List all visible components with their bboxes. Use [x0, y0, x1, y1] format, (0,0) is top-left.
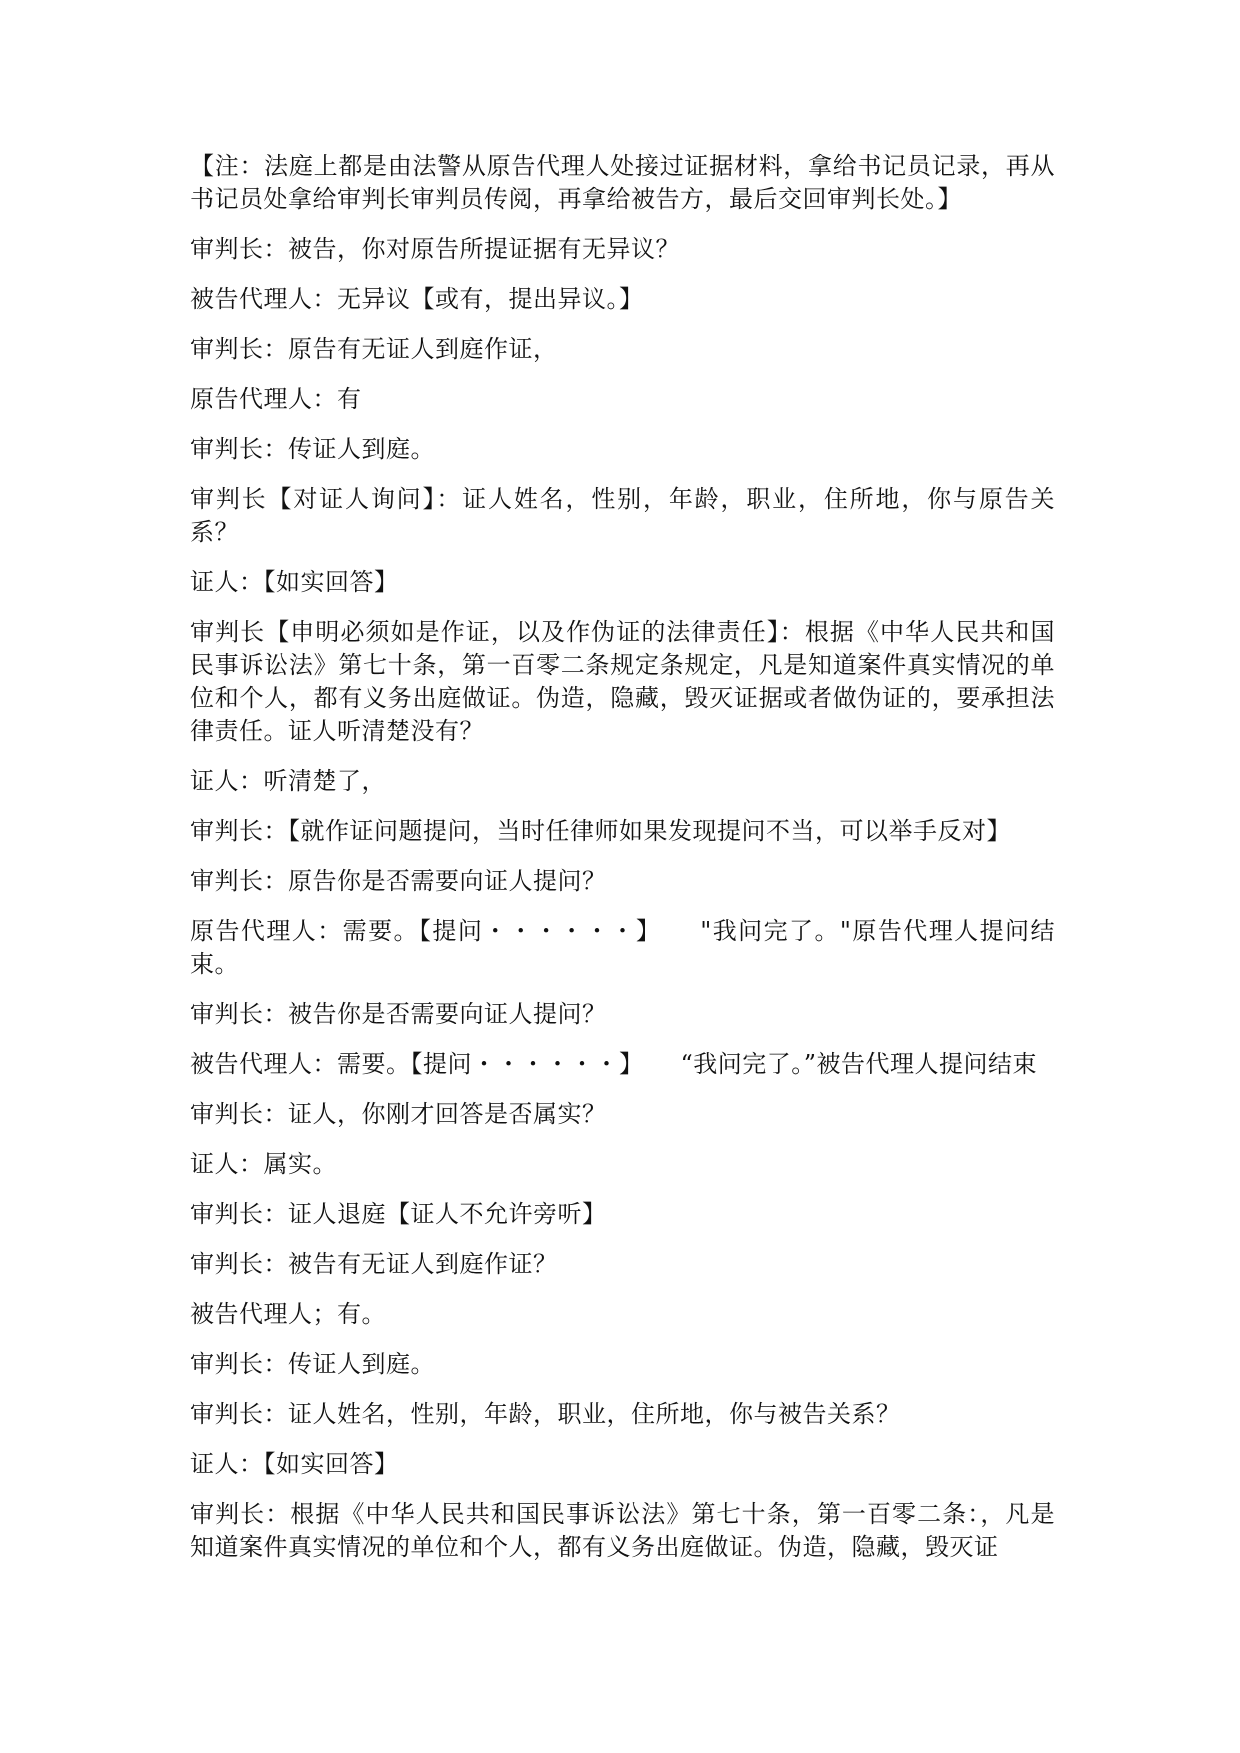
dialogue-line: 被告代理人：需要。【提问・・・・・・】 “我问完了。”被告代理人提问结束: [190, 1050, 1038, 1078]
dialogue-line: 审判长【申明必须如是作证，以及作伪证的法律责任】：根据《中华人民共和国民事诉讼法》第七十条，第一百零二条规定条规定，凡是知道案件真实情况的单位和个人，都有义务出庭做证。伪造，隐藏，毁灭证据或者做伪证的，要承担法律责任。证人听清楚没有？: [190, 618, 1055, 745]
dialogue-line: 审判长：证人，你刚才回答是否属实？: [190, 1100, 607, 1128]
dialogue-line: 审判长：【就作证问题提问，当时任律师如果发现提问不当，可以举手反对】: [190, 817, 1011, 845]
dialogue-line: 证人：属实。: [190, 1150, 337, 1178]
dialogue-line: 审判长：被告你是否需要向证人提问？: [190, 1000, 607, 1028]
dialogue-line: 审判长：证人姓名，性别，年龄，职业，住所地，你与被告关系？: [190, 1400, 901, 1428]
dialogue-line: 审判长：原告有无证人到庭作证，: [190, 335, 558, 363]
dialogue-line: 审判长：传证人到庭。: [190, 435, 435, 463]
dialogue-line: 审判长：传证人到庭。: [190, 1350, 435, 1378]
document-page: [190, 150, 1055, 1581]
dialogue-line: 审判长：被告有无证人到庭作证？: [190, 1250, 558, 1278]
dialogue-line: 审判长：被告，你对原告所提证据有无异议？: [190, 235, 680, 263]
dialogue-line: 审判长【对证人询问】：证人姓名，性别，年龄，职业，住所地，你与原告关系？: [190, 485, 1055, 546]
dialogue-line: 审判长：根据《中华人民共和国民事诉讼法》第七十条，第一百零二条：，凡是知道案件真实情况的单位和个人，都有义务出庭做证。伪造，隐藏，毁灭证: [190, 1500, 1055, 1561]
dialogue-line: 被告代理人：无异议【或有，提出异议。】: [190, 285, 644, 313]
dialogue-line: 原告代理人：有: [190, 385, 362, 413]
dialogue-line: 证人：【如实回答】: [190, 1450, 399, 1478]
dialogue-line: 证人：【如实回答】: [190, 568, 399, 596]
dialogue-line: 被告代理人；有。: [190, 1300, 386, 1328]
note-paragraph: 【注：法庭上都是由法警从原告代理人处接过证据材料，拿给书记员记录，再从书记员处拿给审判长审判员传阅，再拿给被告方，最后交回审判长处。】: [190, 152, 1055, 213]
dialogue-line: 原告代理人：需要。【提问・・・・・・】 "我问完了。"原告代理人提问结束。: [190, 917, 1055, 978]
dialogue-line: 证人：听清楚了，: [190, 767, 386, 795]
dialogue-line: 审判长：证人退庭【证人不允许旁听】: [190, 1200, 607, 1228]
dialogue-line: 审判长：原告你是否需要向证人提问？: [190, 867, 607, 895]
